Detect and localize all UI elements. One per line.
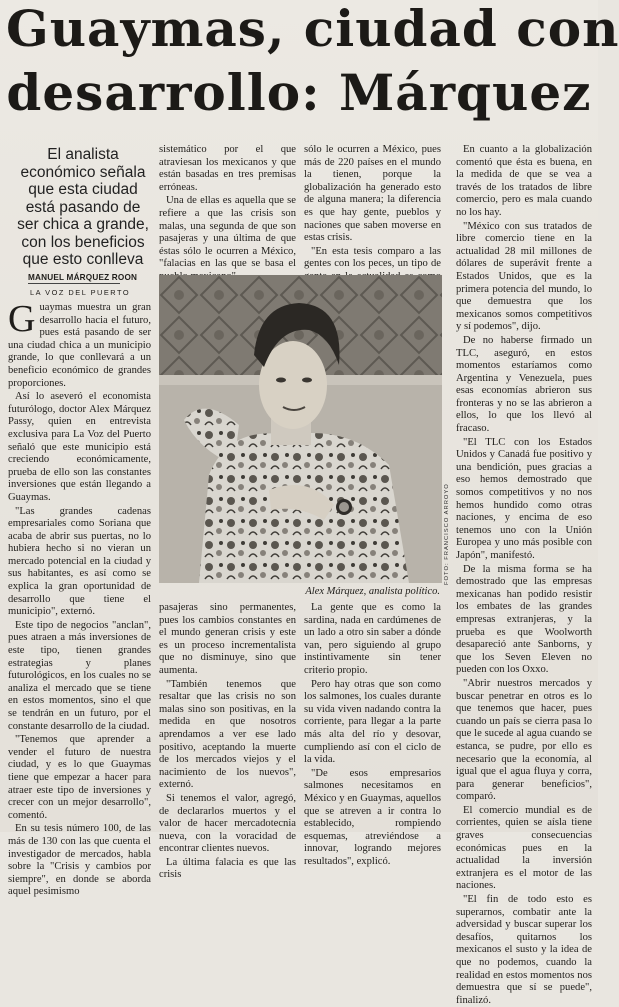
paragraph: pasajeras sino permanentes, pues los cambios constantes en el mundo generan crisis y este es un proceso incrementalista que no disminuye, sino que aumenta. xyxy=(159,602,296,676)
byline: MANUEL MÁRQUEZ ROON xyxy=(28,273,138,282)
paragraph: La última falacia es que las crisis xyxy=(159,856,296,881)
paragraph: "También tenemos que resaltar que las crisis no son malas sino son positivas, en la medida en que nosotros aprendamos a ver ese lado positivo, aceptando la muerte de los mercados viejos y el nacimiento de los nuevos", externó. xyxy=(159,678,296,791)
paragraph: De la misma forma se ha demostrado que las empresas mexicanas han podido resistir los embates de las grandes empresas extranjeras, y la prueba es que Woolworth desapareció ante Sanborns, y que los Seven Eleven no pueden con los Oxxo. xyxy=(456,563,592,676)
paragraph: Si tenemos el valor, agregó, de declararlos muertos y el valor de hacer mercadotecnia nueva, con la voracidad de encontrar clientes nuevos. xyxy=(159,792,296,855)
paragraph: "De esos empresarios salmones necesitamos en México y en Guaymas, aquellos que se atreven a ir contra lo establecido, rompiendo esquemas, atreviéndose a innovar, logrando mejores resultados", explicó. xyxy=(304,767,441,867)
paragraph: El comercio mundial es de corrientes, quien se aísla tiene graves consecuencias económicas pues en la actualidad la inversión extranjera es el motor de las naciones. xyxy=(456,804,592,892)
paragraph: La gente que es como la sardina, nada en cardúmenes de un lado a otro sin saber a dónde van, pero siguiendo al grupo instintivamente sin tener criterio propio. xyxy=(304,602,441,676)
paragraph: "Las grandes cadenas empresariales como Soriana que acaba de abrir sus puertas, no lo hubiera hecho si no vieran un mercado potencial en la ciudad y sus habitantes, es así como se explica la gran oportunidad de desarrollo que tiene el municipio", externó. xyxy=(8,505,151,618)
column-2-top xyxy=(159,144,296,270)
paragraph-text: uaymas muestra un gran desarrollo hacia el futuro, pues está pasando de ser una ciudad chica a un municipio grande, lo que conllevará a un beneficio económico de grandes proporciones. xyxy=(8,302,151,389)
paragraph: Así lo aseveró el economista futurólogo, doctor Alex Márquez Passy, quien en entrevista exclusiva para La Voz del Puerto señaló que este municipio está creciendo económicamente, prueba de ello son las constantes inversiones que están llegando a Guaymas. xyxy=(8,391,151,503)
column-3-top xyxy=(304,144,441,270)
article-photo xyxy=(159,275,442,583)
paragraph xyxy=(8,298,151,390)
paragraph: "Tenemos que aprender a vender el futuro de nuestra ciudad, y es lo que Guaymas tiene que empezar a hacer para atraer este tipo de inversiones y crecer con un mejor desarrollo", comentó. xyxy=(8,734,151,821)
drop-cap: G xyxy=(8,298,36,340)
paragraph: En cuanto a la globalización comentó que ésta es buena, en la medida de que se vea a través de los tratados de libre comercio, pero es mala cuando no los hay. xyxy=(456,144,592,218)
paragraph: "México con sus tratados de libre comercio tiene en la actualidad 28 mil millones de dólares de superávit frente a Estados Unidos, que es la primera potencia del mundo, lo que demuestra que los mexicanos somos competitivos y sí podemos", dijo. xyxy=(456,220,592,333)
paragraph: sólo le ocurren a México, pues más de 220 países en el mundo la tienen, porque la globalización ha generado esto de alguna manera; la diferencia es que hay gente, pueblos y naciones que saben moverse en estas crisis. xyxy=(304,144,441,244)
column-2-bottom xyxy=(159,602,296,881)
column-3-bottom xyxy=(304,602,441,867)
paragraph: En su tesis número 100, de las más de 130 con las que cuenta el investigador de mercados, habla sobre la "Crisis y cambios por siempre", en donde se aborda aquel pesimismo xyxy=(8,823,151,898)
paragraph: "El TLC con los Estados Unidos y Canadá fue positivo y una bendición, pues gracias a eso hemos demostrado que somos competitivos y no nos hemos hundido como otras naciones, y encima de eso tenemos uno con la Unión Europea y uno más posible con Japón", manifestó. xyxy=(456,436,592,561)
photo-caption: Alex Márquez, analista político. xyxy=(305,586,440,597)
headline-line-1: Guaymas, ciudad con xyxy=(6,0,619,58)
byline-rule xyxy=(28,283,120,284)
paragraph: Pero hay otras que son como los salmones, los cuales durante su vida viven nadando contra la corriente, para llegar a la parte más alta del río y desovar, cumpliendo así con el ciclo de la vida. xyxy=(304,678,441,766)
paragraph: "Abrir nuestros mercados y buscar penetrar en otros es lo que tenemos que hacer, pues cuando un país se cierra pasa lo que le sucede al agua cuando se estanca, se pudre, por ello es necesario que la economía, al igual que el agua fluya y corra, para generar beneficios", comparó. xyxy=(456,677,592,803)
article-deck: El analista económico señala que esta ciudad está pasando de ser chica a grande, con los beneficios que esto conlleva xyxy=(17,146,149,268)
column-1 xyxy=(8,298,151,898)
paragraph: "El fin de todo esto es superarnos, combatir ante la adversidad y buscar superar los desafíos, quitarnos los mexicanos el susto y la idea de que no podemos, cuando la realidad en estos momentos nos demuestra que sí se puede", finalizó. xyxy=(456,894,592,1006)
column-4 xyxy=(456,144,592,1006)
paragraph: De no haberse firmado un TLC, aseguró, en estos momentos estaríamos como Argentina y Venezuela, pues esas economías abrieron sus fronteras y no se las abrieron a ellos, lo que los llevó al fracaso. xyxy=(456,334,592,435)
paragraph: Una de ellas es aquella que se refiere a que las crisis son malas, una segunda de que son pasajeras y una última de que éstas sólo le ocurren a México, "falacias en las que se basa el xyxy=(159,195,296,270)
paragraph: "En esta tesis comparo a las gentes con los peces, un tipo de xyxy=(304,245,441,270)
photo-credit: FOTO: FRANCISCO ARROYO xyxy=(444,483,450,585)
portrait-illustration xyxy=(159,275,442,583)
paragraph: sistemático por el que atraviesan los mexicanos y que están basadas en tres premisas erróneas. xyxy=(159,144,296,193)
headline-line-2: desarrollo: Márquez xyxy=(6,63,592,122)
paragraph: Este tipo de negocios "anclan", pues atraen a más inversiones de este tipo, tienen grandes estrategias y planes futurológicos, en los cuales no se analiza el mercado que se tiene en estos momentos, sino el que se tendrán en un futuro, por el constante desarrollo de la ciudad. xyxy=(8,619,151,732)
byline-source: LA VOZ DEL PUERTO xyxy=(30,288,131,297)
